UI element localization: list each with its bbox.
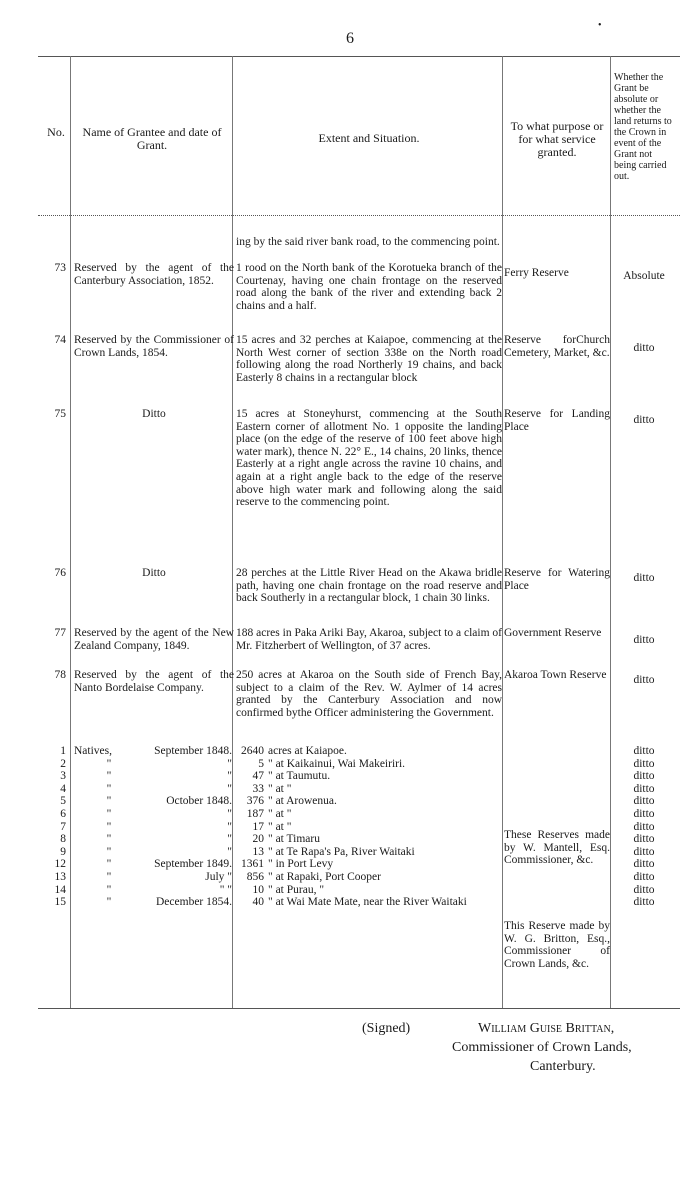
- native-grant-date: ": [227, 833, 232, 846]
- entry-grantee: Ditto: [142, 408, 166, 420]
- entry-no: 76: [54, 567, 66, 579]
- native-acres: 17: [252, 820, 264, 833]
- native-grantee-name: ": [106, 757, 112, 770]
- native-acres: 33: [252, 782, 264, 795]
- native-no: 6: [60, 808, 66, 820]
- native-grant-date: July ": [205, 871, 232, 883]
- page-mark: •: [598, 20, 602, 31]
- native-no: 1: [60, 745, 66, 757]
- native-grantee-name: ": [106, 795, 112, 808]
- native-grant-date: ": [227, 770, 232, 783]
- native-acres: 376: [246, 795, 264, 808]
- column-rule: [70, 56, 71, 1008]
- native-grant-date: October 1848.: [166, 795, 232, 808]
- native-acres: 2640: [241, 745, 264, 757]
- native-grant-type: ditto: [633, 896, 655, 909]
- native-place: " at Rapaki, Port Cooper: [268, 871, 381, 883]
- native-grant-type: ditto: [633, 770, 655, 783]
- native-no: 7: [60, 820, 66, 833]
- signatory-name: William Guise Brittan,: [478, 1021, 615, 1036]
- native-place: " at ": [268, 782, 292, 795]
- entry-grantee: Reserved by the Commissioner of Crown Lands, 1854.: [74, 334, 234, 359]
- column-rule: [502, 56, 503, 1008]
- native-grantee-name: ": [106, 833, 112, 846]
- native-grant-date: ": [227, 808, 232, 820]
- signatory-place: Canterbury.: [530, 1059, 596, 1074]
- native-no: 8: [60, 833, 66, 846]
- header-no: No.: [47, 125, 65, 139]
- native-acres: 5: [258, 757, 264, 770]
- native-acres: 187: [246, 808, 264, 820]
- native-grant-type: ditto: [633, 795, 655, 808]
- entry-extent: 1 rood on the North bank of the Korotueka branch of the Courtenay, having one chain frontage on the reserved road along the bank of the river and extending back 2 chains and a half.: [236, 262, 502, 312]
- entry-grantee: Reserved by the agent of the New Zealand Company, 1849.: [74, 627, 234, 652]
- native-grant-type: ditto: [633, 808, 655, 820]
- native-grantee-name: Natives,: [74, 745, 113, 757]
- native-grantee-name: ": [106, 883, 112, 896]
- table-bottom-rule: [38, 1008, 680, 1009]
- native-grantee-name: ": [106, 845, 112, 858]
- native-place: " at ": [268, 820, 292, 833]
- native-acres: 10: [252, 883, 264, 896]
- entry-purpose: Government Reserve: [504, 627, 602, 639]
- native-grantee-name: ": [106, 770, 112, 783]
- entry-no: 75: [54, 408, 66, 420]
- entry-purpose: Ferry Reserve: [504, 267, 569, 279]
- page-number: 6: [346, 30, 354, 47]
- native-place: " at Purau, ": [268, 883, 325, 896]
- entry-no: 73: [54, 262, 66, 274]
- entry-extent: 188 acres in Paka Ariki Bay, Akaroa, subject to a claim of Mr. Fitzherbert of Wellington, of 37 acres.: [236, 627, 502, 652]
- native-no: 2: [60, 757, 66, 770]
- native-grant-date: ": [227, 757, 232, 770]
- entry-extent: 250 acres at Akaroa on the South side of French Bay, subject to a claim of the Rev. W. Aylmer of 14 acres granted by the Canterbury Association and now confirmed bythe Officer administering the Government.: [236, 669, 502, 719]
- native-place: " at Wai Mate Mate, near the River Waitaki: [268, 896, 467, 909]
- native-grantee-name: ": [106, 782, 112, 795]
- native-grant-date: September 1848.: [154, 745, 232, 757]
- entry-purpose: Akaroa Town Reserve: [504, 669, 607, 681]
- entry-grant-type: Absolute: [623, 270, 665, 282]
- native-place: " at Te Rapa's Pa, River Waitaki: [268, 845, 415, 858]
- native-no: 3: [60, 770, 66, 783]
- native-no: 12: [54, 858, 66, 871]
- native-acres: 856: [246, 871, 264, 883]
- native-acres: 20: [252, 833, 264, 846]
- entry-extent: 15 acres and 32 perches at Kaiapoe, commencing at the North West corner of section 338e on the North road following along the road Northerly 19 chains, and back Easterly 8 chains in a rectangular block: [236, 334, 502, 384]
- native-no: 14: [54, 883, 66, 896]
- native-no: 15: [54, 896, 66, 909]
- column-rule: [610, 56, 611, 1008]
- entry-extent: 15 acres at Stoneyhurst, commencing at the South Eastern corner of allotment No. 1 opposite the landing place (on the edge of the reserve of 100 feet above high water mark), thence N. 22° E., 14 chains, 20 links, thence Easterly at a right angle across the ravine 10 chains, and again at a right angle back to the edge of the reserve above high water mark and following along the said reserve to the commencing point.: [236, 408, 502, 509]
- native-place: " at Timaru: [268, 833, 320, 846]
- column-rule: [232, 56, 233, 1008]
- entry-purpose: Reserve forChurch Cemetery, Market, &c.: [504, 334, 610, 359]
- native-grant-type: ditto: [633, 858, 655, 871]
- native-grant-type: ditto: [633, 871, 655, 883]
- native-grant-type: ditto: [633, 745, 655, 757]
- native-grantee-name: ": [106, 858, 112, 871]
- entry-grant-type: ditto: [633, 414, 655, 426]
- native-no: 4: [60, 782, 66, 795]
- native-grantee-name: ": [106, 871, 112, 883]
- entry-no: 77: [54, 627, 66, 639]
- header-grant-type: Whether the Grant be absolute or whether the land returns to the Crown in event of the Grant not being carried out.: [614, 72, 672, 182]
- entry-grant-type: ditto: [633, 342, 655, 354]
- native-grant-date: ": [227, 782, 232, 795]
- native-no: 9: [60, 845, 66, 858]
- natives-purpose-britton: This Reserve made by W. G. Britton, Esq., Commissioner of Crown Lands, &c.: [504, 920, 610, 970]
- native-grant-type: ditto: [633, 782, 655, 795]
- native-grantee-name: ": [106, 896, 112, 909]
- header-grantee: Name of Grantee and date of Grant.: [82, 125, 222, 152]
- entry-grant-type: ditto: [633, 572, 655, 584]
- signatory-title: Commissioner of Crown Lands,: [452, 1040, 632, 1055]
- entry-no: 78: [54, 669, 66, 681]
- entry-purpose: Reserve for Landing Place: [504, 408, 610, 433]
- header-extent: Extent and Situation.: [318, 131, 420, 145]
- native-grant-type: ditto: [633, 845, 655, 858]
- native-acres: 40: [252, 896, 264, 909]
- continuation-text: ing by the said river bank road, to the commencing point.: [236, 236, 500, 248]
- native-acres: 13: [252, 845, 264, 858]
- native-grant-type: ditto: [633, 820, 655, 833]
- natives-purpose-mantell: These Reserves made by W. Mantell, Esq. Commissioner, &c.: [504, 829, 610, 867]
- native-place: " at Kaikainui, Wai Makeiriri.: [268, 757, 406, 770]
- native-no: 13: [54, 871, 66, 883]
- native-place: " at ": [268, 808, 292, 820]
- native-acres: 1361: [241, 858, 264, 871]
- native-grant-type: ditto: [633, 833, 655, 846]
- entry-grantee: Reserved by the agent of the Canterbury Association, 1852.: [74, 262, 234, 287]
- native-place: " at Taumutu.: [268, 770, 331, 783]
- native-grant-date: December 1854.: [156, 896, 232, 909]
- native-grantee-name: ": [106, 808, 112, 820]
- native-place: " at Arowenua.: [268, 795, 337, 808]
- native-grant-date: September 1849.: [154, 858, 232, 871]
- entry-purpose: Reserve for Watering Place: [504, 567, 610, 592]
- table-top-rule: [38, 56, 680, 57]
- header-bottom-rule: [38, 215, 680, 216]
- entry-grant-type: ditto: [633, 634, 655, 646]
- native-grant-type: ditto: [633, 883, 655, 896]
- native-grant-date: ": [227, 820, 232, 833]
- native-no: 5: [60, 795, 66, 808]
- native-place: acres at Kaiapoe.: [268, 745, 347, 757]
- native-grant-date: ": [227, 845, 232, 858]
- entry-grantee: Reserved by the agent of the Nanto Bordelaise Company.: [74, 669, 234, 694]
- header-purpose: To what purpose or for what service granted.: [510, 119, 604, 159]
- entry-grantee: Ditto: [142, 567, 166, 579]
- native-grant-date: " ": [219, 883, 232, 896]
- native-grantee-name: ": [106, 820, 112, 833]
- native-place: " in Port Levy: [268, 858, 334, 871]
- signed-label: (Signed): [362, 1021, 411, 1036]
- entry-no: 74: [54, 334, 66, 346]
- native-acres: 47: [252, 770, 264, 783]
- entry-grant-type: ditto: [633, 674, 655, 686]
- native-grant-type: ditto: [633, 757, 655, 770]
- entry-extent: 28 perches at the Little River Head on the Akawa bridle path, having one chain frontage on the road reserve and back Southerly in a rectangular block, 1 chain 30 links.: [236, 567, 502, 605]
